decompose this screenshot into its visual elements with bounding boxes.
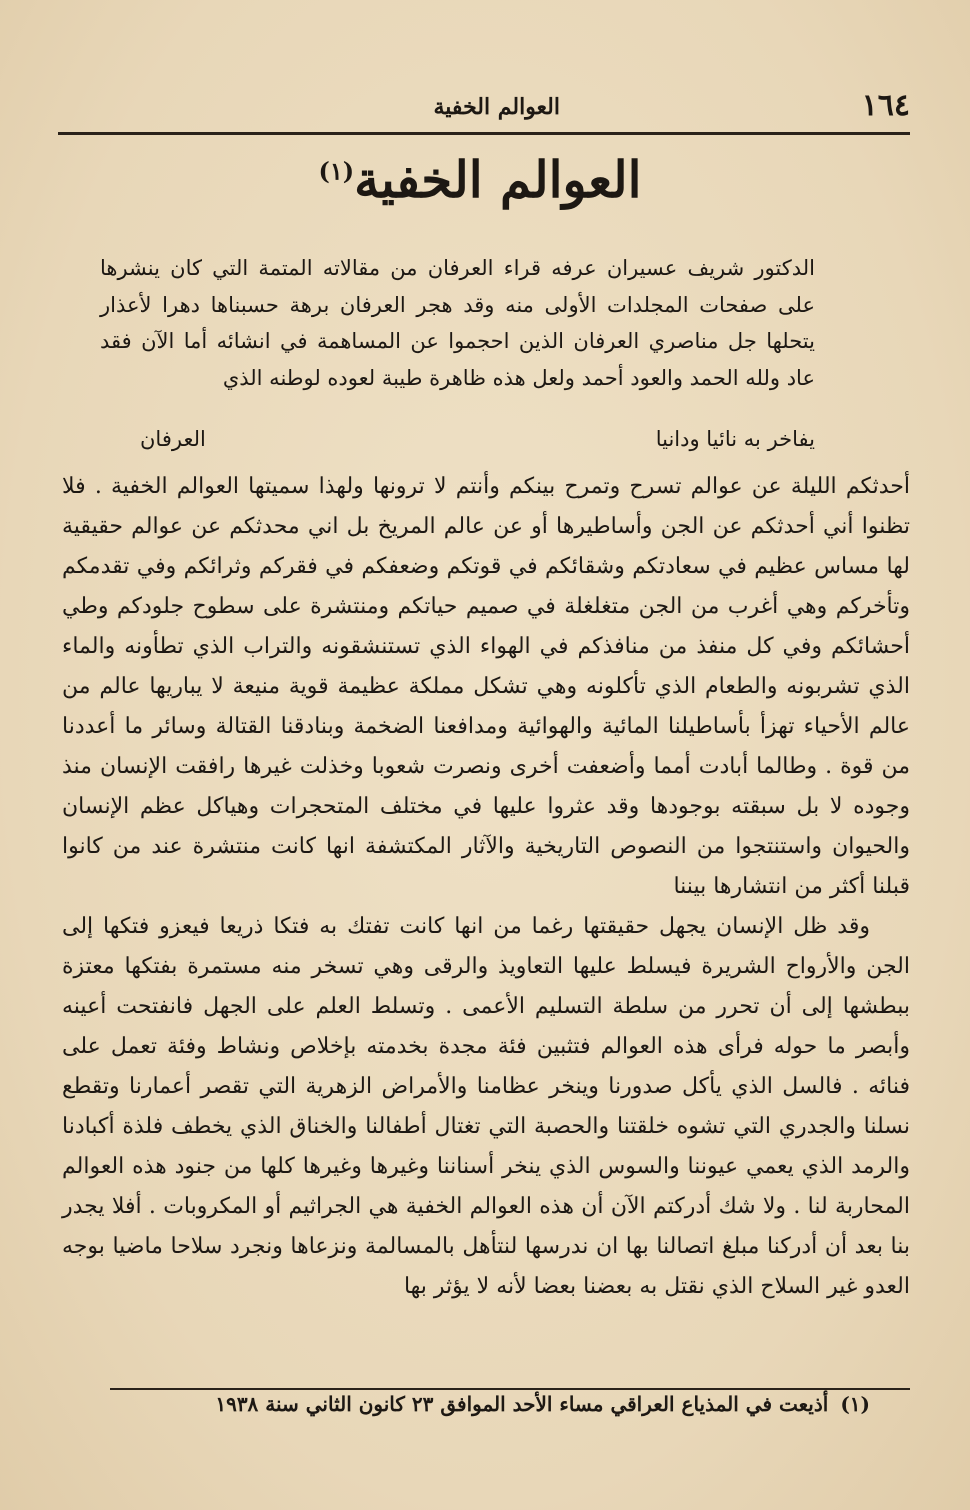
article-title	[200, 150, 760, 209]
running-title: العوالم الخفية	[433, 94, 560, 120]
article-title-text: العوالم الخفية	[354, 150, 642, 209]
page-number: ١٦٤	[861, 88, 910, 123]
intro-signature: العرفان	[140, 427, 206, 451]
article-body	[62, 467, 910, 1307]
intro-last-line-text: يفاخر به نائيا ودانيا	[655, 427, 815, 451]
body-paragraph-2: وقد ظل الإنسان يجهل حقيقتها رغما من انها كانت تفتك به فتكا ذريعا فيعزو فتكها إلى الجن والأرواح الشريرة فيسلط عليها التعاويذ والرقى وهي تسخر منه مستمرة بفتكها معتزة ببطشها إلى أن تحرر من سلطة التسليم الأعمى . وتسلط العلم على الجهل فانفتحت أعينه وأبصر ما حوله فرأى هذه العوالم فتثبين فئة مجدة بخدمته بإخلاص ونشاط وفئة تعمل على فنائه . فالسل الذي يأكل صدورنا وينخر عظامنا والأمراض الزهرية التي تقصر أعمارنا وتقطع نسلنا والجدري التي تشوه خلقتنا والحصبة التي تغتال أطفالنا والخناق الذي يخطف فلذة أكبادنا والرمد الذي يعمي عيوننا والسوس الذي ينخر أسناننا وغيرها وغيرها كلها من جنود هذه العوالم المحاربة لنا . ولا شك أدركتم الآن أن هذه العوالم الخفية هي الجراثيم أو المكروبات . أفلا يجدر بنا بعد أن أدركنا مبلغ اتصالنا بها ان ندرسها لنتأهل بالمسالمة ونزعاها ونجرد سلاحا ماضيا بوجه العدو غير السلاح الذي نقتل به بعضنا بعضا لأنه لا يؤثر بها	[62, 914, 910, 1299]
running-header	[60, 88, 910, 128]
body-paragraph-1: أحدثكم الليلة عن عوالم تسرح وتمرح بينكم وأنتم لا ترونها ولهذا سميتها العوالم الخفية . فلا تظنوا أني أحدثكم عن الجن وأساطيرها أو عن عالم المريخ بل اني محدثكم عن عوالم حقيقية لها مساس عظيم في سعادتكم وشقائكم في قوتكم وضعفكم في فقركم وثرائكم وفي تقدمكم وتأخركم وهي أغرب من الجن متغلغلة في صميم حياتكم ومنتشرة على سطوح جلودكم وطي أحشائكم وفي كل منفذ من منافذكم في الهواء الذي تستنشقونه والتراب الذي تطأونه والماء الذي تشربونه والطعام الذي تأكلونه وهي تشكل مملكة عظيمة قوية منيعة لا يباريها عالم من عالم الأحياء تهزأ بأساطيلنا المائية والهوائية ومدافعنا الضخمة وبنادقنا القتالة وسائر ما أعددنا من قوة . وطالما أبادت أمما وأضعفت أخرى ونصرت شعوبا وخذلت غيرها رافقت الإنسان منذ وجوده لا بل سبقته بوجودها وقد عثروا عليها في مختلف المتحجرات وهياكل عظم الإنسان والحيوان واستنتجوا من النصوص التاريخية والآثار المكتشفة انها كانت منتشرة عند من كانوا قبلنا أكثر من انتشارها بيننا	[62, 474, 911, 899]
editor-intro: الدكتور شريف عسيران عرفه قراء العرفان من مقالاته المتمة التي كان ينشرها على صفحات المجلدات الأولى منه وقد هجر العرفان برهة حسبناها دهرا لأعذار يتحلها جل مناصري العرفان الذين احجموا عن المساهمة في انشائه أما الآن فقد عاد ولله الحمد والعود أحمد ولعل هذه ظاهرة طيبة لعوده لوطنه الذي	[100, 256, 815, 390]
footnote-rule	[110, 1388, 910, 1390]
editor-intro-last-line	[100, 427, 815, 457]
footnote	[110, 1392, 870, 1416]
footnote-text: أذيعت في المذياع العراقي مساء الأحد الموافق ٢٣ كانون الثاني سنة ١٩٣٨	[215, 1392, 829, 1416]
footnote-mark: (١)	[840, 1392, 870, 1416]
header-rule	[58, 132, 910, 135]
title-footnote-mark: (١)	[318, 156, 355, 186]
